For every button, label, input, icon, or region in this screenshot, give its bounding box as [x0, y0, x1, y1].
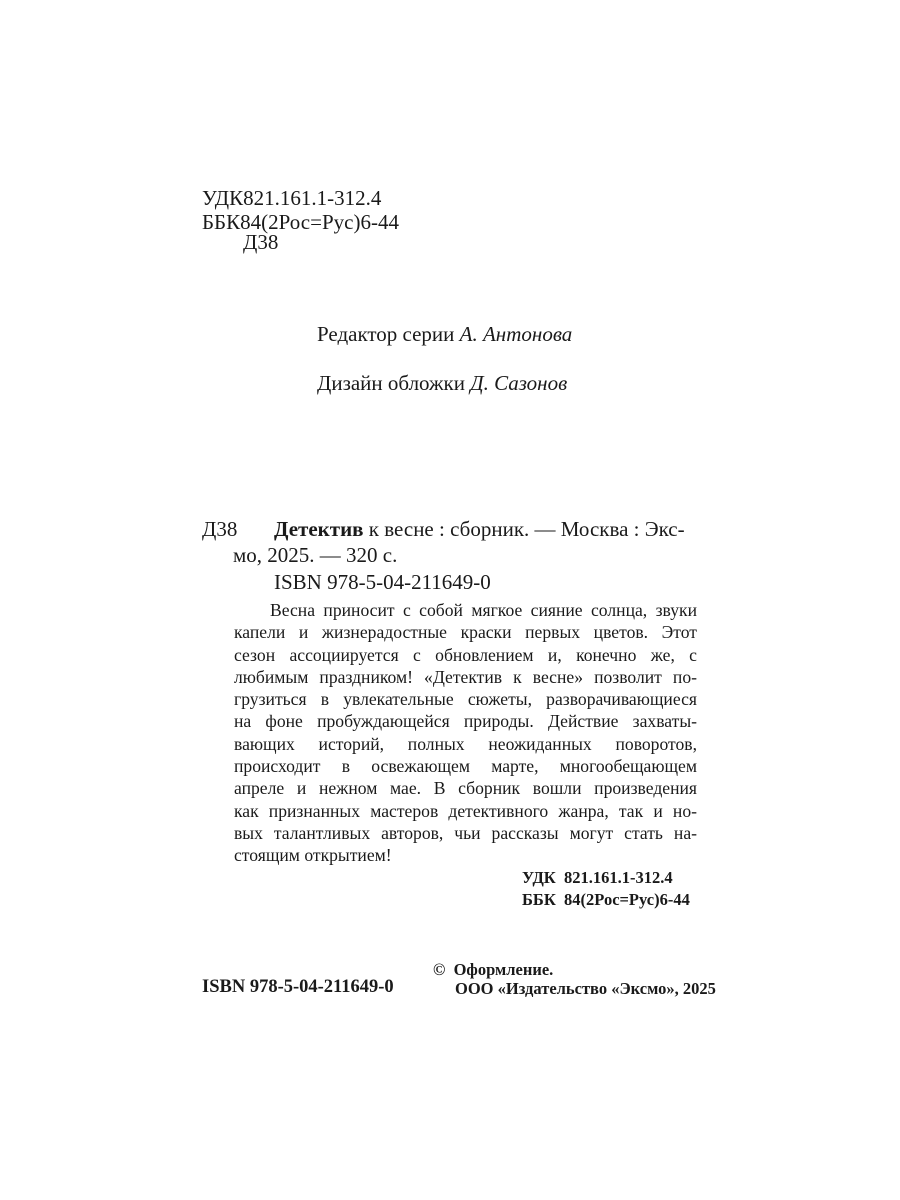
copyright-symbol: © [433, 960, 446, 979]
udk-value: 821.161.1-312.4 [243, 186, 382, 210]
annotation-line: как признанных мастеров детективного жанра, так и но- [234, 800, 697, 821]
bbk-line [202, 210, 399, 234]
entry-sign: Д38 [202, 517, 238, 541]
series-editor-name: А. Антонова [459, 322, 573, 346]
entry-bbk-label: ББК [522, 890, 556, 909]
annotation-line: грузиться в увлекательные сюжеты, разворачивающиеся [234, 689, 697, 710]
publisher-line: ООО «Издательство «Эксмо», 2025 [455, 979, 716, 998]
footer-isbn: ISBN 978-5-04-211649-0 [202, 977, 394, 997]
entry-udk-value: 821.161.1-312.4 [564, 868, 673, 887]
bbk-label: ББК [202, 210, 241, 234]
bbk-value: 84(2Рос=Рус)6-44 [240, 210, 399, 234]
annotation-line: вых талантливых авторов, чьи рассказы могут стать на- [234, 822, 697, 843]
cover-design-role: Дизайн обложки [317, 371, 465, 395]
annotation-line: любимым праздником! «Детектив к весне» позволит по- [234, 666, 697, 687]
series-editor-role: Редактор серии [317, 322, 455, 346]
annotation-line: Весна приносит с собой мягкое сияние солнца, звуки [270, 600, 697, 620]
annotation-line: вающих историй, полных неожиданных поворотов, [234, 733, 697, 754]
entry-line-2: мо, 2025. — 320 с. [233, 543, 398, 567]
author-sign: Д38 [243, 230, 279, 254]
annotation-line: апреле и нежном мае. В сборник вошли произведения [234, 778, 697, 799]
annotation [234, 599, 697, 867]
annotation-line: сезон ассоциируется с обновлением и, конечно же, с [234, 644, 697, 665]
cover-design-name: Д. Сазонов [470, 371, 568, 395]
entry-title: Детектив [274, 517, 364, 541]
annotation-line: происходит в освежающем марте, многообещающем [234, 756, 697, 777]
entry-bbk [522, 889, 690, 911]
annotation-line: на фоне пробуждающейся природы. Действие захваты- [234, 711, 697, 732]
entry-isbn: ISBN 978-5-04-211649-0 [274, 570, 491, 594]
series-editor-credit [317, 322, 572, 346]
annotation-line: стоящим открытием! [234, 845, 392, 866]
annotation-line: капели и жизнерадостные краски первых цветов. Этот [234, 622, 697, 643]
copyright-label: Оформление. [453, 960, 554, 979]
entry-line1-rest: к весне : сборник. — Москва : Экс- [363, 517, 685, 541]
udk-label: УДК [202, 186, 244, 210]
entry-line-1 [274, 517, 696, 542]
entry-bbk-value: 84(2Рос=Рус)6-44 [564, 890, 690, 909]
cover-design-credit [317, 371, 567, 395]
entry-udk-label: УДК [522, 868, 556, 887]
entry-udk [522, 867, 673, 889]
udk-line [202, 186, 381, 210]
